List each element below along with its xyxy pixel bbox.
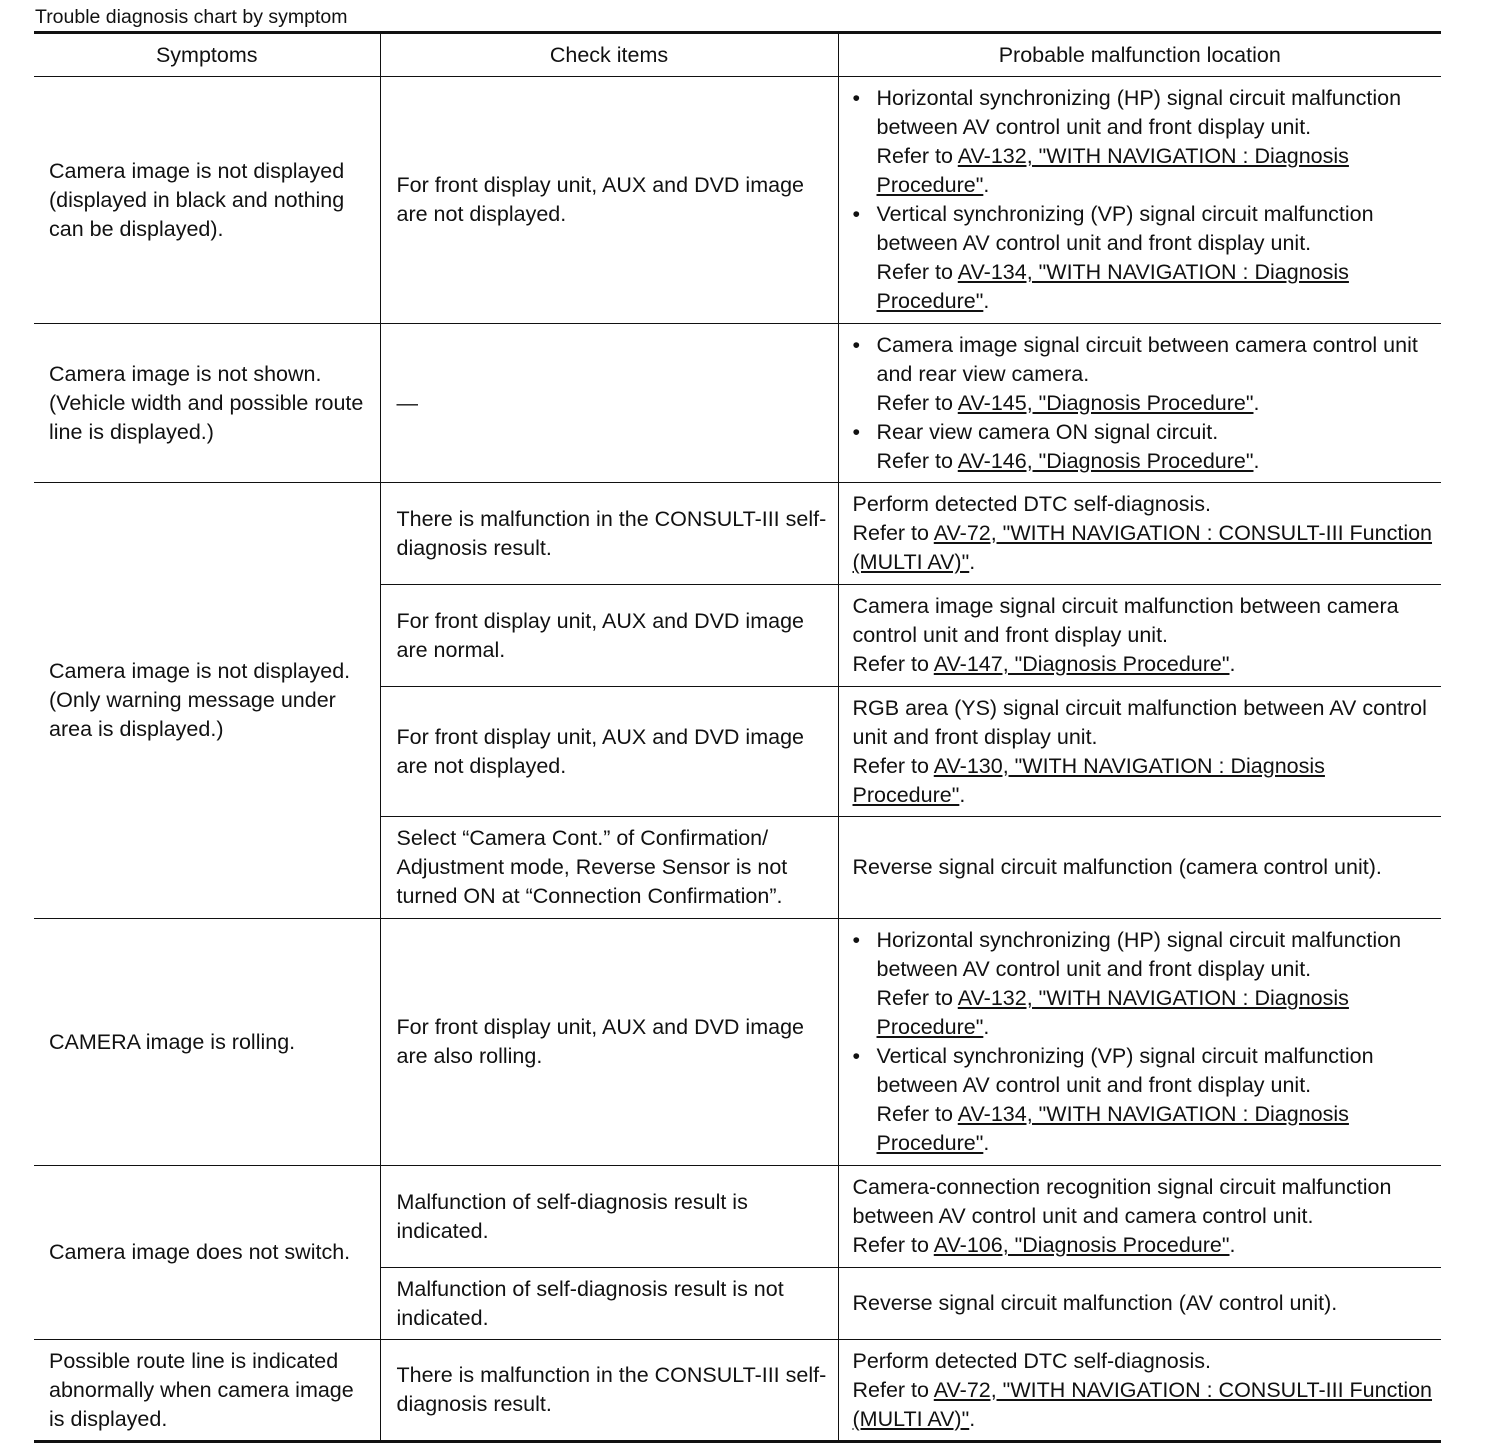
table-row	[34, 1166, 1441, 1268]
refer-prefix: Refer to	[876, 390, 958, 415]
location-cell	[838, 687, 1441, 817]
header-probable-location: Probable malfunction location	[838, 33, 1441, 77]
refer-suffix: .	[959, 782, 966, 807]
refer-suffix: .	[983, 173, 990, 197]
location-text: Vertical synchronizing (VP) signal circuit malfunction between AV control unit and front display unit.	[876, 202, 1374, 255]
reference-link[interactable]: AV-145, "Diagnosis Procedure"	[957, 390, 1254, 415]
refer-prefix: Refer to	[876, 260, 958, 284]
trouble-diagnosis-table	[34, 31, 1441, 1443]
location-text: Horizontal synchronizing (HP) signal circuit malfunction between AV control unit and front display unit.	[876, 86, 1402, 139]
symptom-cell: Camera image is not displayed. (Only warning message under area is displayed.)	[34, 483, 380, 919]
location-cell	[838, 324, 1441, 483]
check-cell: Select “Camera Cont.” of Confirmation/ Adjustment mode, Reverse Sensor is not turned ON at “Connection Confirmation”.	[380, 817, 838, 919]
check-cell: For front display unit, AUX and DVD image are not displayed.	[380, 687, 838, 817]
symptom-cell: Camera image is not displayed (displayed in black and nothing can be displayed).	[34, 77, 380, 324]
header-row	[34, 33, 1441, 77]
check-cell: —	[380, 324, 838, 483]
refer-prefix: Refer to	[852, 521, 934, 545]
refer-suffix: .	[1253, 390, 1260, 415]
reference-link[interactable]: AV-146, "Diagnosis Procedure"	[957, 448, 1254, 473]
symptom-cell: Camera image does not switch.	[34, 1166, 380, 1340]
reference-link[interactable]: AV-132, "WITH NAVIGATION : Diagnosis Procedure"	[876, 144, 1349, 197]
refer-prefix: Refer to	[852, 1233, 934, 1257]
refer-suffix: .	[983, 1131, 990, 1155]
table-row	[34, 324, 1441, 483]
location-cell: Reverse signal circuit malfunction (AV control unit).	[838, 1268, 1441, 1340]
location-cell	[838, 1166, 1441, 1268]
location-text: Vertical synchronizing (VP) signal circuit malfunction between AV control unit and front display unit.	[876, 1044, 1374, 1097]
header-symptoms: Symptoms	[34, 33, 380, 77]
location-list	[853, 84, 1436, 316]
list-item	[853, 926, 1436, 1042]
location-text: Camera-connection recognition signal circuit malfunction between AV control unit and camera control unit.	[852, 1175, 1392, 1228]
refer-suffix: .	[1229, 652, 1236, 676]
reference-link[interactable]: AV-134, "WITH NAVIGATION : Diagnosis Procedure"	[876, 260, 1349, 313]
refer-suffix: .	[969, 550, 976, 574]
refer-prefix: Refer to	[876, 448, 958, 473]
reference-link[interactable]: AV-72, "WITH NAVIGATION : CONSULT-III Function (MULTI AV)"	[852, 1377, 1433, 1431]
list-item	[853, 1042, 1436, 1158]
location-list	[853, 331, 1436, 476]
check-cell: For front display unit, AUX and DVD image are also rolling.	[380, 919, 838, 1166]
location-text: Camera image signal circuit malfunction between camera control unit and front display unit.	[852, 594, 1399, 647]
refer-prefix: Refer to	[852, 652, 934, 676]
list-item	[853, 200, 1436, 316]
location-cell	[838, 1340, 1441, 1442]
table-row	[34, 919, 1441, 1166]
refer-prefix: Refer to	[876, 144, 958, 168]
location-text: Horizontal synchronizing (HP) signal circuit malfunction between AV control unit and front display unit.	[876, 928, 1402, 981]
refer-suffix: .	[1253, 448, 1260, 473]
location-text: Perform detected DTC self-diagnosis.	[852, 492, 1211, 516]
reference-link[interactable]: AV-72, "WITH NAVIGATION : CONSULT-III Function (MULTI AV)"	[852, 521, 1433, 574]
reference-link[interactable]: AV-130, "WITH NAVIGATION : Diagnosis Procedure"	[852, 753, 1325, 807]
reference-link[interactable]: AV-132, "WITH NAVIGATION : Diagnosis Procedure"	[876, 986, 1349, 1039]
refer-prefix: Refer to	[876, 1102, 958, 1126]
location-cell: Reverse signal circuit malfunction (camera control unit).	[838, 817, 1441, 919]
chart-caption: Trouble diagnosis chart by symptom	[35, 6, 348, 28]
location-text: Perform detected DTC self-diagnosis.	[852, 1348, 1211, 1373]
refer-suffix: .	[983, 289, 990, 313]
check-cell: For front display unit, AUX and DVD image are normal.	[380, 585, 838, 687]
check-cell: For front display unit, AUX and DVD image are not displayed.	[380, 77, 838, 324]
list-item	[853, 331, 1436, 418]
symptom-cell: CAMERA image is rolling.	[34, 919, 380, 1166]
refer-suffix: .	[969, 1406, 976, 1431]
refer-prefix: Refer to	[852, 1377, 934, 1402]
list-item	[853, 418, 1436, 476]
location-list	[853, 926, 1436, 1158]
symptom-cell: Camera image is not shown. (Vehicle width and possible route line is displayed.)	[34, 324, 380, 483]
table-row	[34, 1340, 1441, 1442]
refer-prefix: Refer to	[852, 753, 934, 778]
list-item	[853, 84, 1436, 200]
check-cell: There is malfunction in the CONSULT-III self-diagnosis result.	[380, 483, 838, 585]
reference-link[interactable]: AV-106, "Diagnosis Procedure"	[933, 1233, 1230, 1257]
check-cell: Malfunction of self-diagnosis result is indicated.	[380, 1166, 838, 1268]
refer-prefix: Refer to	[876, 986, 958, 1010]
location-text: Camera image signal circuit between camera control unit and rear view camera.	[876, 332, 1418, 386]
check-cell: There is malfunction in the CONSULT-III self-diagnosis result.	[380, 1340, 838, 1442]
header-check-items: Check items	[380, 33, 838, 77]
refer-suffix: .	[983, 1015, 990, 1039]
location-text: Rear view camera ON signal circuit.	[876, 419, 1219, 444]
reference-link[interactable]: AV-134, "WITH NAVIGATION : Diagnosis Procedure"	[876, 1102, 1349, 1155]
refer-suffix: .	[1229, 1233, 1236, 1257]
location-text: RGB area (YS) signal circuit malfunction between AV control unit and front display unit.	[852, 695, 1427, 749]
location-cell	[838, 483, 1441, 585]
symptom-cell: Possible route line is indicated abnormally when camera image is displayed.	[34, 1340, 380, 1442]
table-row	[34, 77, 1441, 324]
location-cell	[838, 919, 1441, 1166]
table-row	[34, 483, 1441, 585]
reference-link[interactable]: AV-147, "Diagnosis Procedure"	[933, 652, 1230, 676]
check-cell: Malfunction of self-diagnosis result is not indicated.	[380, 1268, 838, 1340]
location-cell	[838, 77, 1441, 324]
location-cell	[838, 585, 1441, 687]
